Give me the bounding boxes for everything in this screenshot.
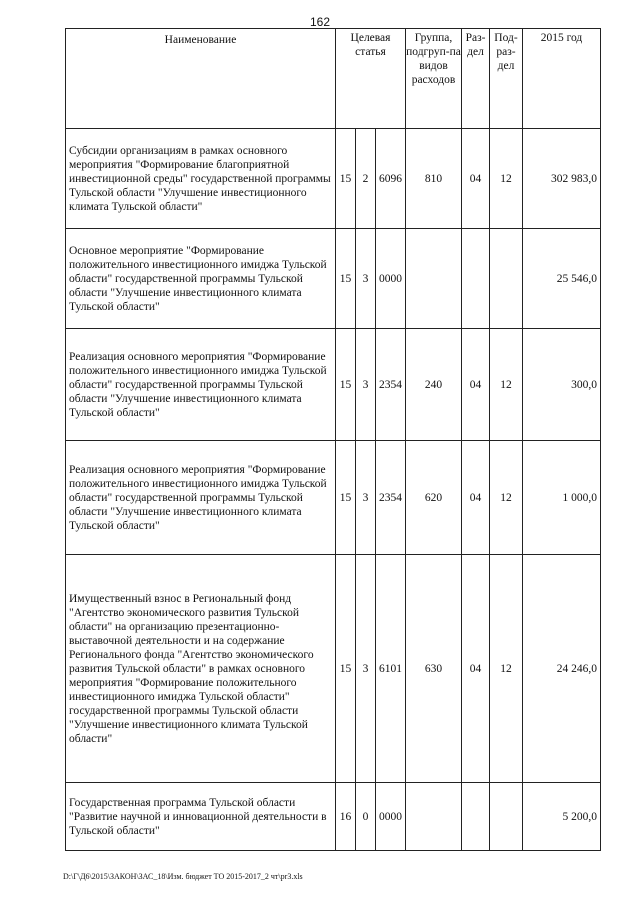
row-subsection: 12 <box>490 329 523 441</box>
row-code-program: 16 <box>336 783 356 851</box>
row-code-program: 15 <box>336 129 356 229</box>
row-code-subprogram: 0 <box>356 783 376 851</box>
row-amount: 1 000,0 <box>523 441 601 555</box>
row-section: 04 <box>462 329 490 441</box>
row-amount: 302 983,0 <box>523 129 601 229</box>
table-header-row <box>66 29 601 129</box>
row-section <box>462 229 490 329</box>
row-subsection: 12 <box>490 555 523 783</box>
row-code-subprogram: 3 <box>356 555 376 783</box>
page-number: 162 <box>309 15 331 29</box>
row-group <box>406 229 462 329</box>
row-name: Реализация основного мероприятия "Формирование положительного инвестиционного имиджа Тульской области" государственной программы Тульской области "Улучшение инвестиционного климата Тульской области" <box>66 441 336 555</box>
table-row <box>66 441 601 555</box>
row-group: 630 <box>406 555 462 783</box>
row-code-subprogram: 3 <box>356 441 376 555</box>
row-section: 04 <box>462 129 490 229</box>
row-amount: 24 246,0 <box>523 555 601 783</box>
row-amount: 5 200,0 <box>523 783 601 851</box>
table-row <box>66 329 601 441</box>
row-subsection <box>490 783 523 851</box>
table-row <box>66 229 601 329</box>
header-group: Группа, подгруп-па видов расходов <box>406 29 462 129</box>
row-group <box>406 783 462 851</box>
row-name: Субсидии организациям в рамках основного мероприятия "Формирование благоприятной инвестиционной среды" государственной программы Тульской области "Улучшение инвестиционного климата Тульской области" <box>66 129 336 229</box>
row-code-subprogram: 3 <box>356 329 376 441</box>
row-name: Основное мероприятие "Формирование положительного инвестиционного имиджа Тульской области" государственной программы Тульской области "Улучшение инвестиционного климата Тульской области" <box>66 229 336 329</box>
row-code-program: 15 <box>336 441 356 555</box>
table-row <box>66 129 601 229</box>
row-code-direction: 0000 <box>376 783 406 851</box>
row-group: 620 <box>406 441 462 555</box>
row-code-direction: 2354 <box>376 441 406 555</box>
table-row <box>66 555 601 783</box>
row-amount: 300,0 <box>523 329 601 441</box>
row-code-direction: 2354 <box>376 329 406 441</box>
row-amount: 25 546,0 <box>523 229 601 329</box>
header-subsection: Под-раз-дел <box>490 29 523 129</box>
row-subsection: 12 <box>490 441 523 555</box>
row-section: 04 <box>462 441 490 555</box>
row-group: 810 <box>406 129 462 229</box>
row-code-direction: 6096 <box>376 129 406 229</box>
header-year: 2015 год <box>523 29 601 129</box>
row-code-program: 15 <box>336 329 356 441</box>
row-code-direction: 0000 <box>376 229 406 329</box>
row-subsection: 12 <box>490 129 523 229</box>
header-target: Целевая статья <box>336 29 406 129</box>
row-section: 04 <box>462 555 490 783</box>
row-code-program: 15 <box>336 229 356 329</box>
row-code-subprogram: 2 <box>356 129 376 229</box>
row-name: Реализация основного мероприятия "Формирование положительного инвестиционного имиджа Тульской области" государственной программы Тульской области "Улучшение инвестиционного климата Тульской области" <box>66 329 336 441</box>
table-row <box>66 783 601 851</box>
budget-table <box>65 28 601 851</box>
row-code-direction: 6101 <box>376 555 406 783</box>
row-group: 240 <box>406 329 462 441</box>
row-code-program: 15 <box>336 555 356 783</box>
row-section <box>462 783 490 851</box>
header-name: Наименование <box>66 29 336 129</box>
row-subsection <box>490 229 523 329</box>
row-name: Имущественный взнос в Региональный фонд "Агентство экономического развития Тульской области" на организацию презентационно-выставочной деятельности и на содержание Регионального фонда "Агентство экономического развития Тульской области" в рамках основного мероприятия "Формирование положительного инвестиционного имиджа Тульской области" государственной программы Тульской области "Улучшение инвестиционного климата Тульской области" <box>66 555 336 783</box>
row-name: Государственная программа Тульской области "Развитие научной и инновационной деятельности в Тульской области" <box>66 783 336 851</box>
header-section: Раз-дел <box>462 29 490 129</box>
file-path-footer: D:\Г\Д6\2015\ЗАКОН\ЗАС_18\Изм. бюджет ТО 2015-2017_2 чт\pr3.xls <box>63 872 303 881</box>
row-code-subprogram: 3 <box>356 229 376 329</box>
